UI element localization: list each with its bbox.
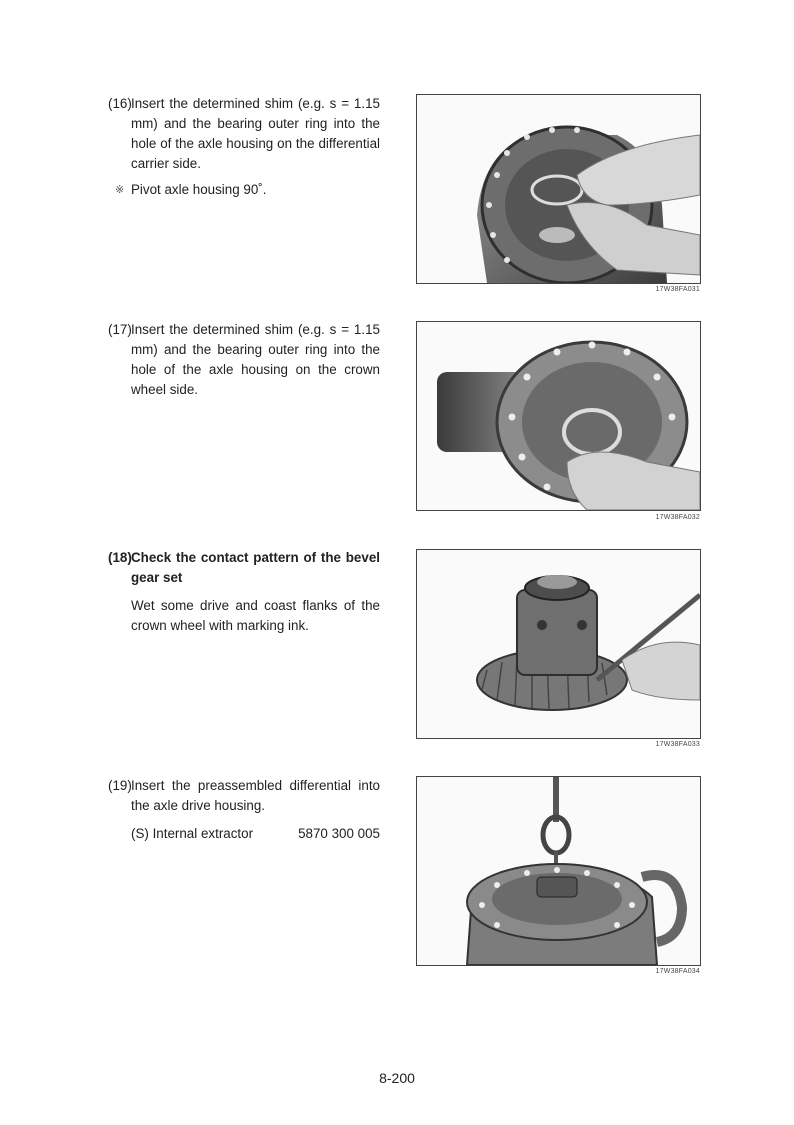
figure-code: 17W38FA033 xyxy=(655,741,700,748)
tool-part-number: 5870 300 005 xyxy=(298,826,380,841)
figure-code: 17W38FA031 xyxy=(655,286,700,293)
step-18 xyxy=(108,548,380,636)
differential-insert-photo xyxy=(417,777,700,965)
step-text: Insert the preassembled differential into the axle drive housing. xyxy=(131,778,380,813)
step-17 xyxy=(108,320,380,400)
step-text: Insert the determined shim (e.g. s = 1.15 mm) and the bearing outer ring into the hole of the axle housing on the differential carrier side. xyxy=(131,96,380,171)
note xyxy=(108,180,380,200)
photo-axle-housing-carrier-side xyxy=(416,94,701,284)
axle-housing-photo-1 xyxy=(417,95,700,283)
step-detail: Wet some drive and coast flanks of the crown wheel with marking ink. xyxy=(131,598,380,633)
note-text: Pivot axle housing 90˚. xyxy=(131,182,267,197)
tool-label: (S) Internal extractor xyxy=(131,826,254,841)
step-heading: Check the contact pattern of the bevel gear set xyxy=(131,550,380,585)
step-19 xyxy=(108,776,380,844)
step-text: Insert the determined shim (e.g. s = 1.15 mm) and the bearing outer ring into the hole of the axle housing on the crown wheel side. xyxy=(131,322,380,397)
step-number: (17) xyxy=(108,322,132,337)
tool-row xyxy=(108,824,380,844)
step-16 xyxy=(108,94,380,200)
step-number: (16) xyxy=(108,96,132,111)
page-number: 8-200 xyxy=(379,1070,415,1086)
step-number: (19) xyxy=(108,778,132,793)
note-mark-icon: ※ xyxy=(115,184,125,196)
bevel-gear-photo xyxy=(417,550,700,738)
photo-differential-insert xyxy=(416,776,701,966)
photo-bevel-gear-marking xyxy=(416,549,701,739)
step-number: (18) xyxy=(108,550,132,565)
axle-housing-photo-2 xyxy=(417,322,700,510)
photo-axle-housing-crown-side xyxy=(416,321,701,511)
figure-code: 17W38FA034 xyxy=(655,968,700,975)
figure-code: 17W38FA032 xyxy=(655,514,700,521)
